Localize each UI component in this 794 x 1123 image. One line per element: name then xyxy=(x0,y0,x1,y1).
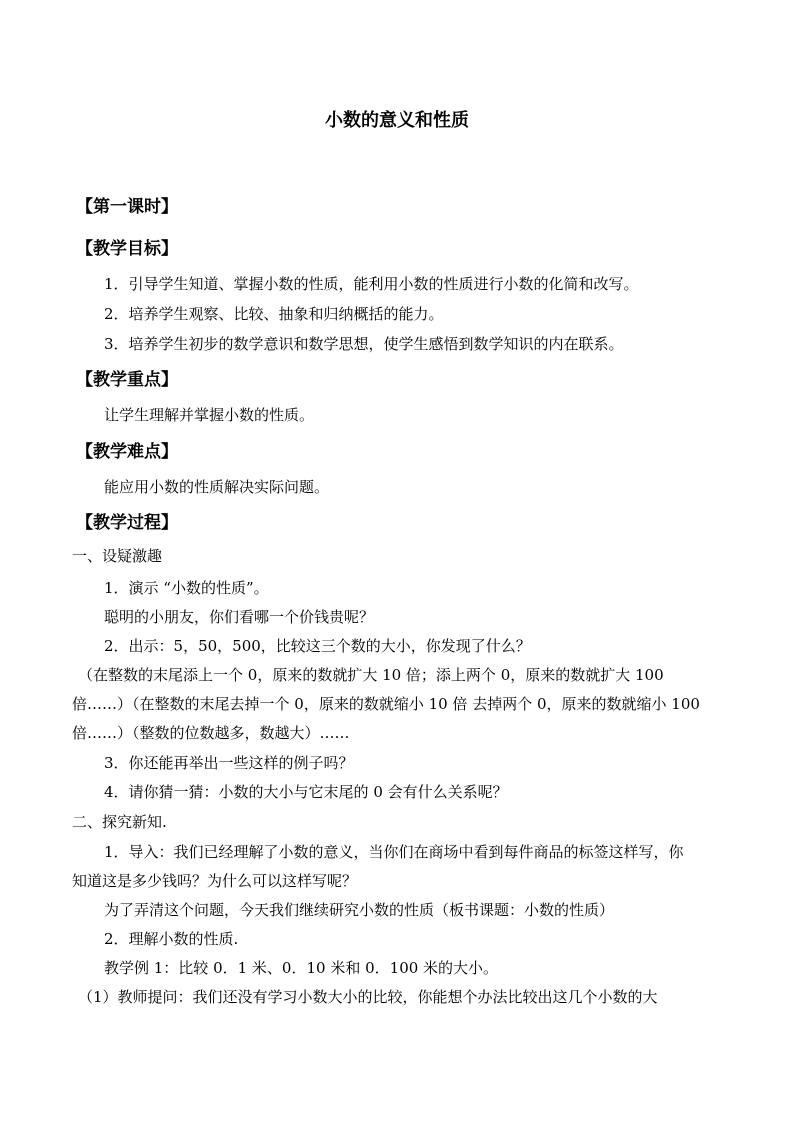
part2-line: 2．理解小数的性质. xyxy=(104,930,239,948)
part1-line: 4．请你猜一猜：小数的大小与它末尾的 0 会有什么关系呢？ xyxy=(104,783,508,801)
part1-line: 3．你还能再举出一些这样的例子吗？ xyxy=(104,754,354,772)
part1-line: （在整数的末尾添上一个 0，原来的数就扩大 10 倍；添上两个 0，原来的数就扩大 100 xyxy=(78,666,664,684)
goal-item: 1．引导学生知道、掌握小数的性质，能利用小数的性质进行小数的化简和改写。 xyxy=(104,275,639,293)
part2-line: （1）教师提问：我们还没有学习小数大小的比较，你能想个办法比较出这几个小数的大 xyxy=(78,988,658,1006)
key-point-heading: 【教学重点】 xyxy=(76,370,178,390)
part2-heading: 二、探究新知. xyxy=(72,813,167,831)
part2-line: 1．导入：我们已经理解了小数的意义，当你们在商场中看到每件商品的标签这样写，你 xyxy=(104,843,684,861)
difficulty-heading: 【教学难点】 xyxy=(76,442,178,462)
difficulty-text: 能应用小数的性质解决实际问题。 xyxy=(104,478,330,496)
part1-line: 聪明的小朋友，你们看哪一个价钱贵呢？ xyxy=(104,608,375,626)
part1-line: 2．出示：5，50，500，比较这三个数的大小，你发现了什么？ xyxy=(104,637,531,655)
part1-line: 倍……）（整数的位数越多，数越大）…… xyxy=(72,724,350,742)
page-title: 小数的意义和性质 xyxy=(325,110,469,131)
goal-item: 3．培养学生初步的数学意识和数学思想，使学生感悟到数学知识的内在联系。 xyxy=(104,335,624,353)
goals-heading: 【教学目标】 xyxy=(76,239,178,259)
part2-line: 知道这是多少钱吗？为什么可以这样写呢？ xyxy=(72,872,358,890)
part1-heading: 一、设疑激趣 xyxy=(72,547,163,565)
goal-item: 2．培养学生观察、比较、抽象和归纳概括的能力。 xyxy=(104,305,444,323)
part2-line: 教学例 1：比较 0．1 米、0．10 米和 0．100 米的大小。 xyxy=(104,959,499,977)
part1-line: 1．演示 “小数的性质”。 xyxy=(104,579,269,597)
part2-line: 为了弄清这个问题，今天我们继续研究小数的性质（板书课题：小数的性质） xyxy=(104,901,615,919)
part1-line: 倍……）（在整数的末尾去掉一个 0，原来的数就缩小 10 倍 去掉两个 0，原来的数就缩小 100 xyxy=(72,695,700,713)
key-point-text: 让学生理解并掌握小数的性质。 xyxy=(104,406,315,424)
process-heading: 【教学过程】 xyxy=(76,513,178,533)
lesson-period-heading: 【第一课时】 xyxy=(76,197,178,217)
